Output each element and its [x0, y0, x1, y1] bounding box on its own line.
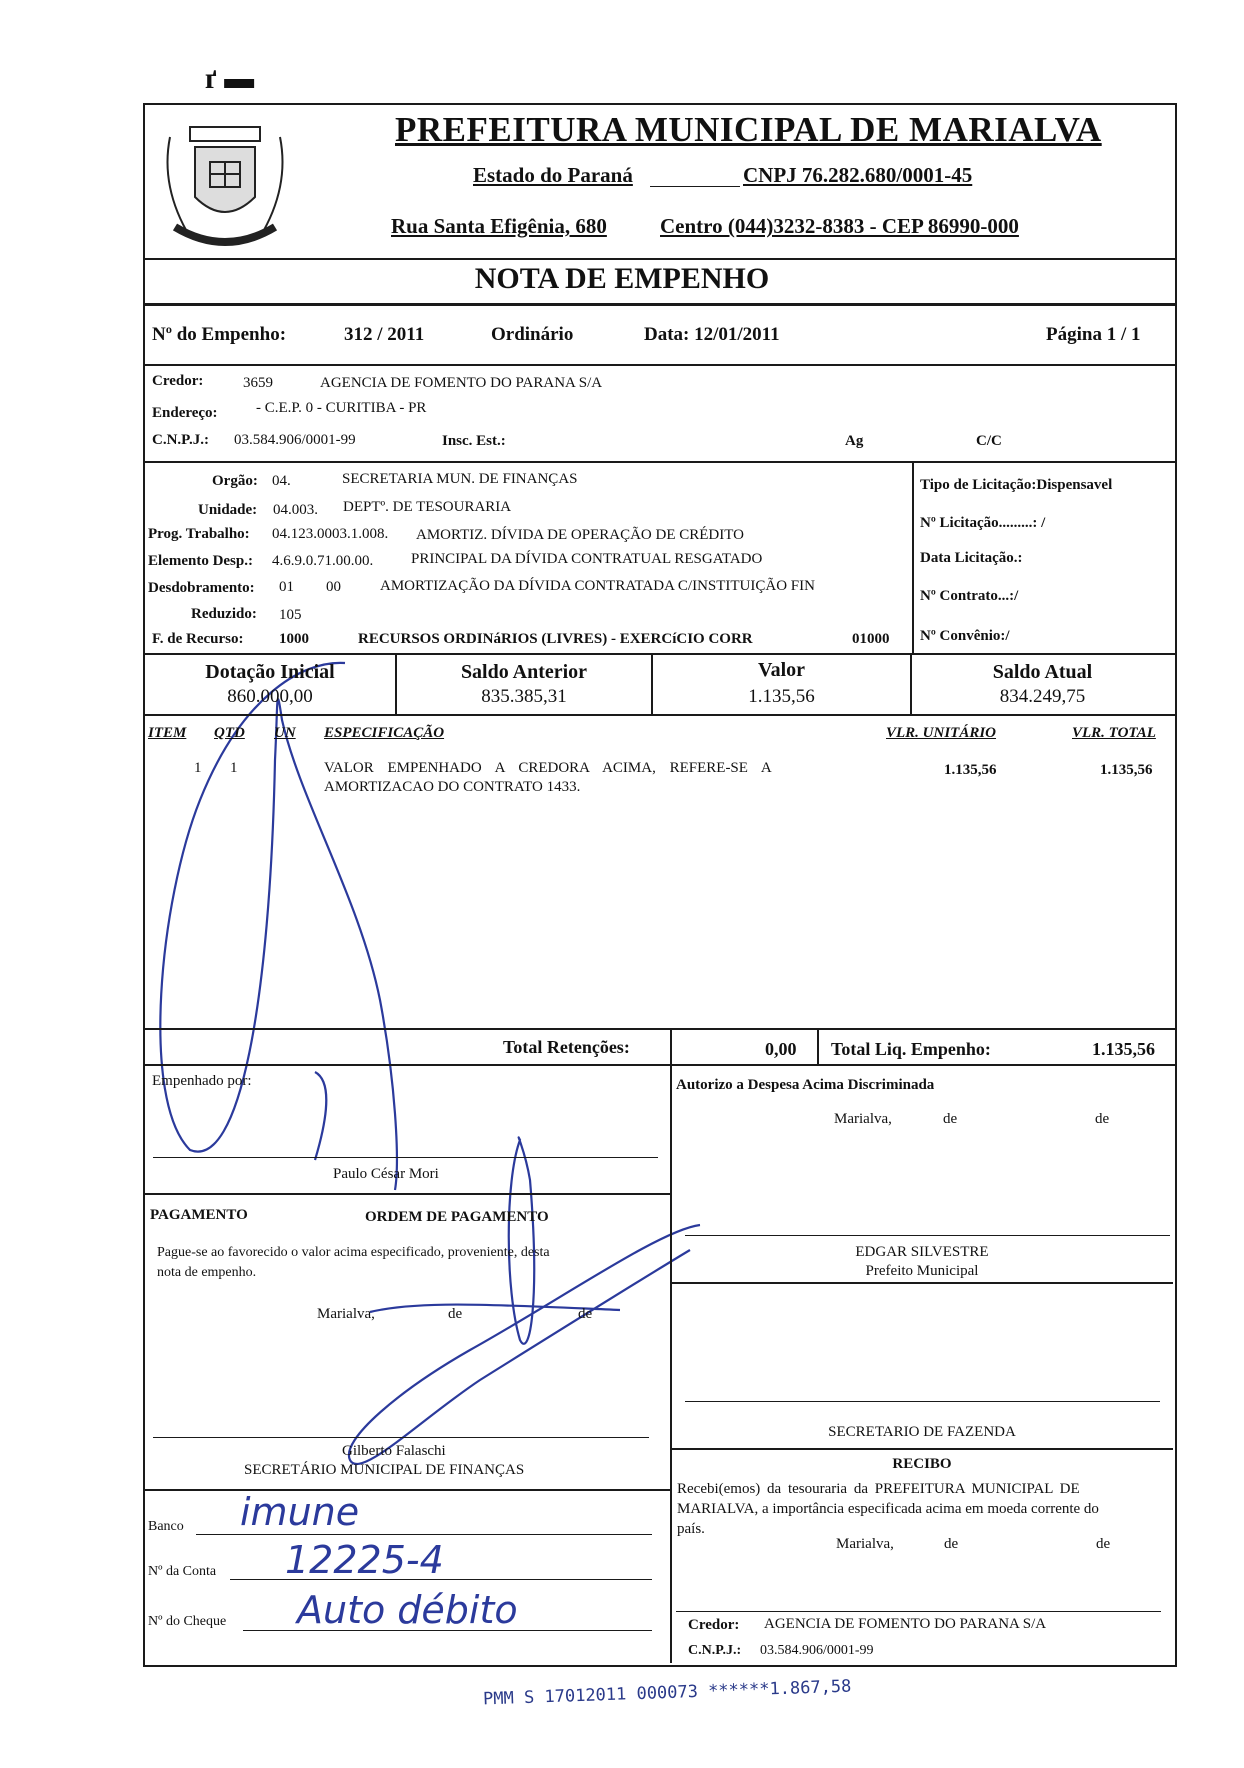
insc-label: Insc. Est.:: [442, 433, 506, 449]
municipality-title: PREFEITURA MUNICIPAL DE MARIALVA: [395, 110, 1102, 149]
orgao-code: 04.: [272, 473, 291, 489]
numero-convenio: Nº Convênio:/: [920, 628, 1010, 644]
autoriza-signer: EDGAR SILVESTRE: [855, 1244, 989, 1260]
conta-label: Nº da Conta: [148, 1564, 217, 1579]
saldo-atual-value: 834.249,75: [999, 686, 1086, 707]
liq-empenho-value: 1.135,56: [1092, 1039, 1155, 1059]
credor-label: Credor:: [152, 373, 204, 389]
page-number: Página 1 / 1: [1046, 324, 1141, 345]
ordem-pagamento-label: ORDEM DE PAGAMENTO: [365, 1209, 549, 1225]
recibo-cnpj-label: C.N.P.J.:: [688, 1643, 742, 1658]
numero-licitacao: Nº Licitação.........: /: [920, 515, 1046, 531]
elemento-code: 4.6.9.0.71.00.00.: [272, 553, 374, 569]
unidade-name: DEPTº. DE TESOURARIA: [343, 499, 512, 515]
tipo-licitacao: Tipo de Licitação:Dispensavel: [920, 477, 1113, 493]
fonte-label: F. de Recurso:: [152, 631, 244, 647]
empenho-date: Data: 12/01/2011: [644, 324, 780, 345]
pagamento-signer: Gilberto Falaschi: [342, 1443, 446, 1459]
recibo-city: Marialva,: [836, 1536, 894, 1552]
pagamento-text1: Pague-se ao favorecido o valor acima especificado, proveniente, desta: [157, 1245, 550, 1260]
col-especificacao: ESPECIFICAÇÃO: [324, 725, 445, 741]
banco-value: imune: [240, 1490, 360, 1534]
reduzido-label: Reduzido:: [191, 606, 257, 622]
item-qtd: 1: [230, 760, 238, 776]
orgao-name: SECRETARIA MUN. DE FINANÇAS: [342, 471, 578, 487]
col-item: ITEM: [148, 725, 187, 741]
credor-name: AGENCIA DE FOMENTO DO PARANA S/A: [320, 375, 603, 391]
valor-label: Valor: [757, 659, 806, 681]
fonte-name: RECURSOS ORDINáRIOS (LIVRES) - EXERCíCIO CORR: [358, 631, 753, 647]
empenhado-label: Empenhado por:: [152, 1073, 252, 1089]
dotacao-value: 860.000,00: [227, 686, 313, 707]
numero-contrato: Nº Contrato...:/: [920, 588, 1019, 604]
conta-value: 12225-4: [285, 1538, 444, 1582]
saldo-anterior-value: 835.385,31: [481, 686, 567, 707]
item-desc-line1: VALOR EMPENHADO A CREDORA ACIMA, REFERE-SE A: [324, 760, 772, 776]
retencoes-label: Total Retenções:: [503, 1037, 630, 1057]
fazenda-signer-role: SECRETARIO DE FAZENDA: [828, 1424, 1016, 1440]
empenhado-name: Paulo César Mori: [333, 1166, 439, 1182]
autoriza-signer-role: Prefeito Municipal: [865, 1263, 979, 1279]
cheque-label: Nº do Cheque: [148, 1614, 227, 1629]
autoriza-de1: de: [943, 1111, 958, 1127]
unidade-code: 04.003.: [273, 502, 318, 518]
orgao-label: Orgão:: [212, 473, 258, 489]
prog-name: AMORTIZ. DÍVIDA DE OPERAÇÃO DE CRÉDITO: [416, 527, 744, 543]
address-center: Centro (044)3232-8383 - CEP 86990-000: [660, 214, 1019, 238]
autoriza-label: Autorizo a Despesa Acima Discriminada: [676, 1077, 935, 1093]
desdobramento-label: Desdobramento:: [148, 580, 255, 596]
item-unit-value: 1.135,56: [944, 762, 997, 778]
pagamento-city: Marialva,: [317, 1306, 375, 1322]
empenho-number: 312 / 2011: [344, 324, 425, 345]
recibo-cnpj-value: 03.584.906/0001-99: [760, 1643, 874, 1658]
credor-code: 3659: [243, 375, 273, 391]
processing-stamp: PMM S 17012011 000073 ******1.867,58: [482, 1676, 852, 1710]
prog-code: 04.123.0003.1.008.: [272, 526, 389, 542]
recibo-credor-label: Credor:: [688, 1617, 740, 1633]
item-number: 1: [194, 760, 202, 776]
pagamento-text2: nota de empenho.: [157, 1265, 257, 1280]
form-title: NOTA DE EMPENHO: [474, 262, 770, 295]
reduzido-value: 105: [279, 607, 302, 623]
retencoes-value: 0,00: [765, 1039, 797, 1059]
endereco-value: - C.E.P. 0 - CURITIBA - PR: [256, 400, 427, 416]
col-vlr-total: VLR. TOTAL: [1072, 725, 1156, 741]
saldo-atual-label: Saldo Atual: [992, 661, 1093, 683]
liq-empenho-label: Total Liq. Empenho:: [831, 1039, 991, 1059]
recibo-de2: de: [1096, 1536, 1111, 1552]
saldo-anterior-label: Saldo Anterior: [460, 661, 588, 683]
col-un: UN: [274, 725, 296, 741]
col-qtd: QTD: [214, 725, 245, 741]
cheque-value: Auto débito: [297, 1588, 518, 1632]
pagamento-label: PAGAMENTO: [150, 1207, 248, 1223]
address-street: Rua Santa Efigênia, 680: [391, 214, 607, 238]
banco-label: Banco: [148, 1519, 184, 1534]
unidade-label: Unidade:: [198, 502, 258, 518]
desdobramento-b: 00: [326, 579, 341, 595]
pagamento-de2: de: [578, 1306, 593, 1322]
autoriza-city: Marialva,: [834, 1111, 892, 1127]
empenho-label: Nº do Empenho:: [152, 324, 287, 345]
empenho-type: Ordinário: [491, 324, 574, 345]
prog-label: Prog. Trabalho:: [148, 526, 250, 542]
col-vlr-unitario: VLR. UNITÁRIO: [886, 725, 997, 741]
recibo-credor-name: AGENCIA DE FOMENTO DO PARANA S/A: [764, 1616, 1047, 1632]
data-licitacao: Data Licitação.:: [920, 550, 1023, 566]
valor-value: 1.135,56: [748, 686, 815, 707]
recibo-title: RECIBO: [892, 1456, 952, 1472]
elemento-label: Elemento Desp.:: [148, 553, 253, 569]
scan-mark: ґ ▬: [205, 62, 255, 95]
coat-of-arms-icon: [150, 107, 300, 257]
fonte-number: 01000: [852, 631, 890, 647]
item-desc-line2: AMORTIZACAO DO CONTRATO 1433.: [324, 779, 581, 795]
dotacao-label: Dotação Inicial: [205, 661, 335, 683]
item-total-value: 1.135,56: [1100, 762, 1153, 778]
cnpj-value: 03.584.906/0001-99: [234, 432, 356, 448]
recibo-de1: de: [944, 1536, 959, 1552]
fonte-code: 1000: [279, 631, 309, 647]
cc-label: C/C: [976, 433, 1002, 449]
recibo-text1: Recebi(emos) da tesouraria da PREFEITURA MUNICIPAL DE: [677, 1481, 1080, 1497]
pagamento-de1: de: [448, 1306, 463, 1322]
desdobramento-a: 01: [279, 579, 294, 595]
autoriza-de2: de: [1095, 1111, 1110, 1127]
endereco-label: Endereço:: [152, 405, 218, 421]
recibo-text2: MARIALVA, a importância especificada acima em moeda corrente do: [677, 1501, 1099, 1517]
elemento-name: PRINCIPAL DA DÍVIDA CONTRATUAL RESGATADO: [411, 551, 763, 567]
desdobramento-name: AMORTIZAÇÃO DA DÍVIDA CONTRATADA C/INSTITUIÇÃO FIN: [380, 578, 815, 594]
cnpj-header: CNPJ 76.282.680/0001-45: [743, 163, 973, 187]
recibo-text3: país.: [677, 1521, 705, 1537]
pagamento-signer-role: SECRETÁRIO MUNICIPAL DE FINANÇAS: [244, 1462, 525, 1478]
cnpj-label: C.N.P.J.:: [152, 432, 209, 448]
state-label: Estado do Paraná: [473, 163, 633, 187]
ag-label: Ag: [845, 433, 864, 449]
